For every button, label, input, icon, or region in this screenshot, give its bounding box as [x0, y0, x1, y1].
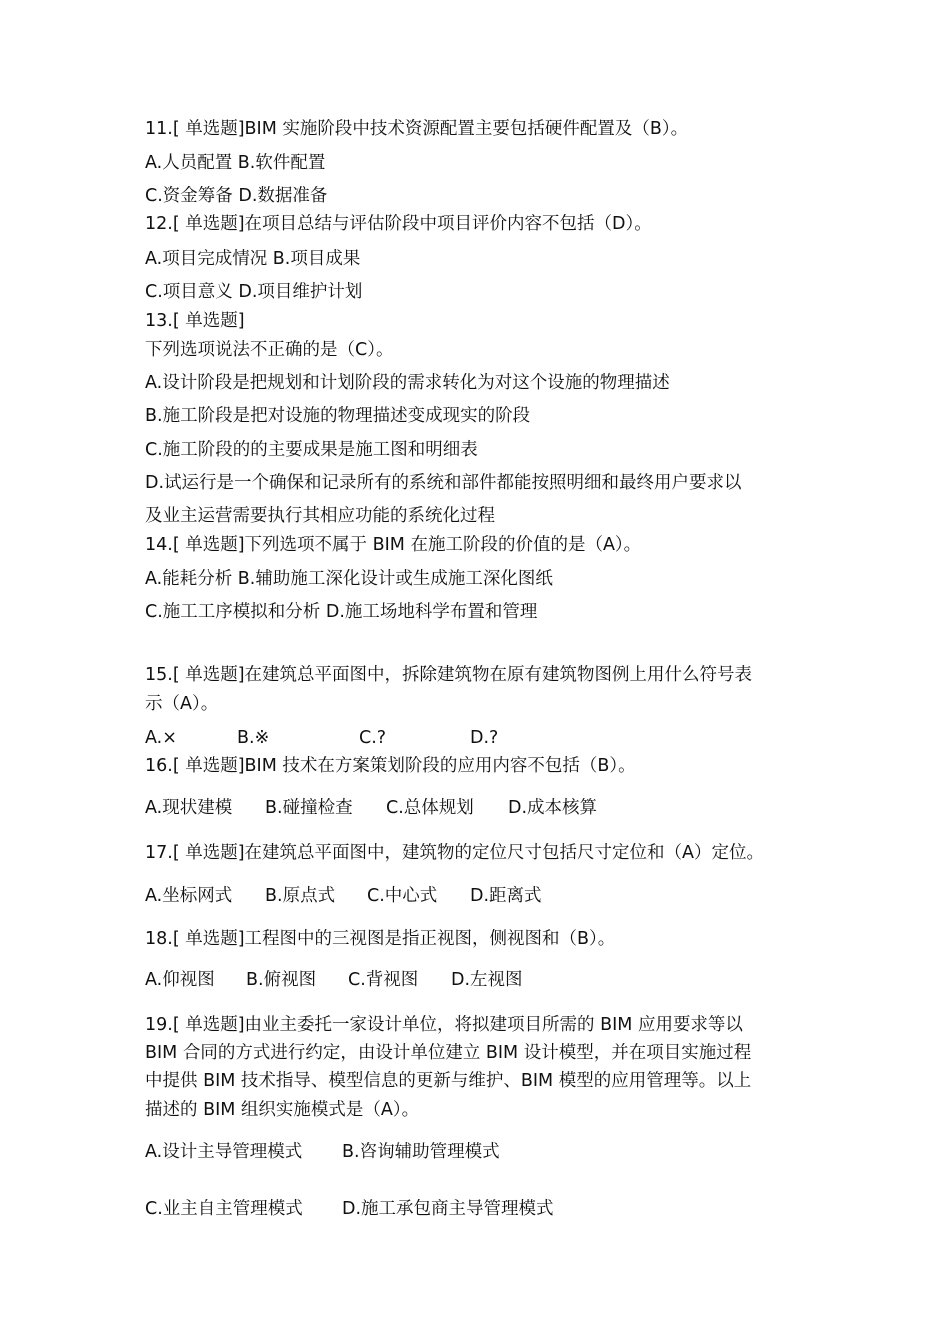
q19-option-b: B.咨询辅助管理模式 [342, 1142, 500, 1162]
q16-stem: 16.[ 单选题]BIM 技术在方案策划阶段的应用内容不包括（B）。 [145, 756, 636, 776]
q14-stem: 14.[ 单选题]下列选项不属于 BIM 在施工阶段的价值的是（A）。 [145, 535, 642, 555]
q19-stem-line4: 描述的 BIM 组织实施模式是（A）。 [145, 1100, 420, 1120]
q16-option-b: B.碰撞检查 [265, 798, 353, 818]
q14-options-ab: A.能耗分析 B.辅助施工深化设计或生成施工深化图纸 [145, 569, 553, 589]
q16-option-c: C.总体规划 [386, 798, 474, 818]
q13-option-b: B.施工阶段是把对设施的物理描述变成现实的阶段 [145, 406, 531, 426]
q16-option-a: A.现状建模 [145, 798, 233, 818]
q12-stem: 12.[ 单选题]在项目总结与评估阶段中项目评价内容不包括（D）。 [145, 214, 652, 234]
q18-option-b: B.俯视图 [246, 970, 317, 990]
q15-option-d: D.? [470, 728, 499, 748]
q12-options-cd: C.项目意义 D.项目维护计划 [145, 282, 363, 302]
q11-options-cd: C.资金筹备 D.数据准备 [145, 186, 328, 206]
q17-option-b: B.原点式 [265, 886, 336, 906]
q17-option-d: D.距离式 [470, 886, 542, 906]
q16-option-d: D.成本核算 [508, 798, 598, 818]
q19-stem: 19.[ 单选题]由业主委托一家设计单位，将拟建项目所需的 BIM 应用要求等以 [145, 1015, 743, 1035]
q15-option-b: B.※ [237, 728, 270, 748]
q17-stem: 17.[ 单选题]在建筑总平面图中，建筑物的定位尺寸包括尺寸定位和（A）定位。 [145, 843, 765, 863]
q18-option-d: D.左视图 [451, 970, 523, 990]
q15-option-a: A.× [145, 728, 177, 748]
q18-stem: 18.[ 单选题]工程图中的三视图是指正视图，侧视图和（B）。 [145, 929, 616, 949]
q11-stem: 11.[ 单选题]BIM 实施阶段中技术资源配置主要包括硬件配置及（B）。 [145, 119, 689, 139]
q13-stem-text: 下列选项说法不正确的是（C）。 [145, 340, 394, 360]
q19-option-c: C.业主自主管理模式 [145, 1199, 303, 1219]
q19-option-d: D.施工承包商主导管理模式 [342, 1199, 554, 1219]
q13-option-a: A.设计阶段是把规划和计划阶段的需求转化为对这个设施的物理描述 [145, 373, 670, 393]
q19-option-a: A.设计主导管理模式 [145, 1142, 303, 1162]
q17-option-c: C.中心式 [367, 886, 438, 906]
q14-options-cd: C.施工工序模拟和分析 D.施工场地科学布置和管理 [145, 602, 538, 622]
q15-option-c: C.? [359, 728, 387, 748]
q12-options-ab: A.项目完成情况 B.项目成果 [145, 249, 361, 269]
q13-option-c: C.施工阶段的的主要成果是施工图和明细表 [145, 440, 478, 460]
q19-stem-line3: 中提供 BIM 技术指导、模型信息的更新与维护、BIM 模型的应用管理等。以上 [145, 1071, 752, 1091]
q15-stem-cont: 示（A）。 [145, 694, 219, 714]
q13-option-d-cont: 及业主运营需要执行其相应功能的系统化过程 [145, 506, 495, 526]
q11-options-ab: A.人员配置 B.软件配置 [145, 153, 326, 173]
q15-stem: 15.[ 单选题]在建筑总平面图中，拆除建筑物在原有建筑物图例上用什么符号表 [145, 665, 753, 685]
q13-option-d: D.试运行是一个确保和记录所有的系统和部件都能按照明细和最终用户要求以 [145, 473, 742, 493]
q17-option-a: A.坐标网式 [145, 886, 233, 906]
q13-stem: 13.[ 单选题] [145, 311, 245, 331]
q18-option-c: C.背视图 [348, 970, 419, 990]
q18-option-a: A.仰视图 [145, 970, 215, 990]
q19-stem-line2: BIM 合同的方式进行约定，由设计单位建立 BIM 设计模型，并在项目实施过程 [145, 1043, 752, 1063]
